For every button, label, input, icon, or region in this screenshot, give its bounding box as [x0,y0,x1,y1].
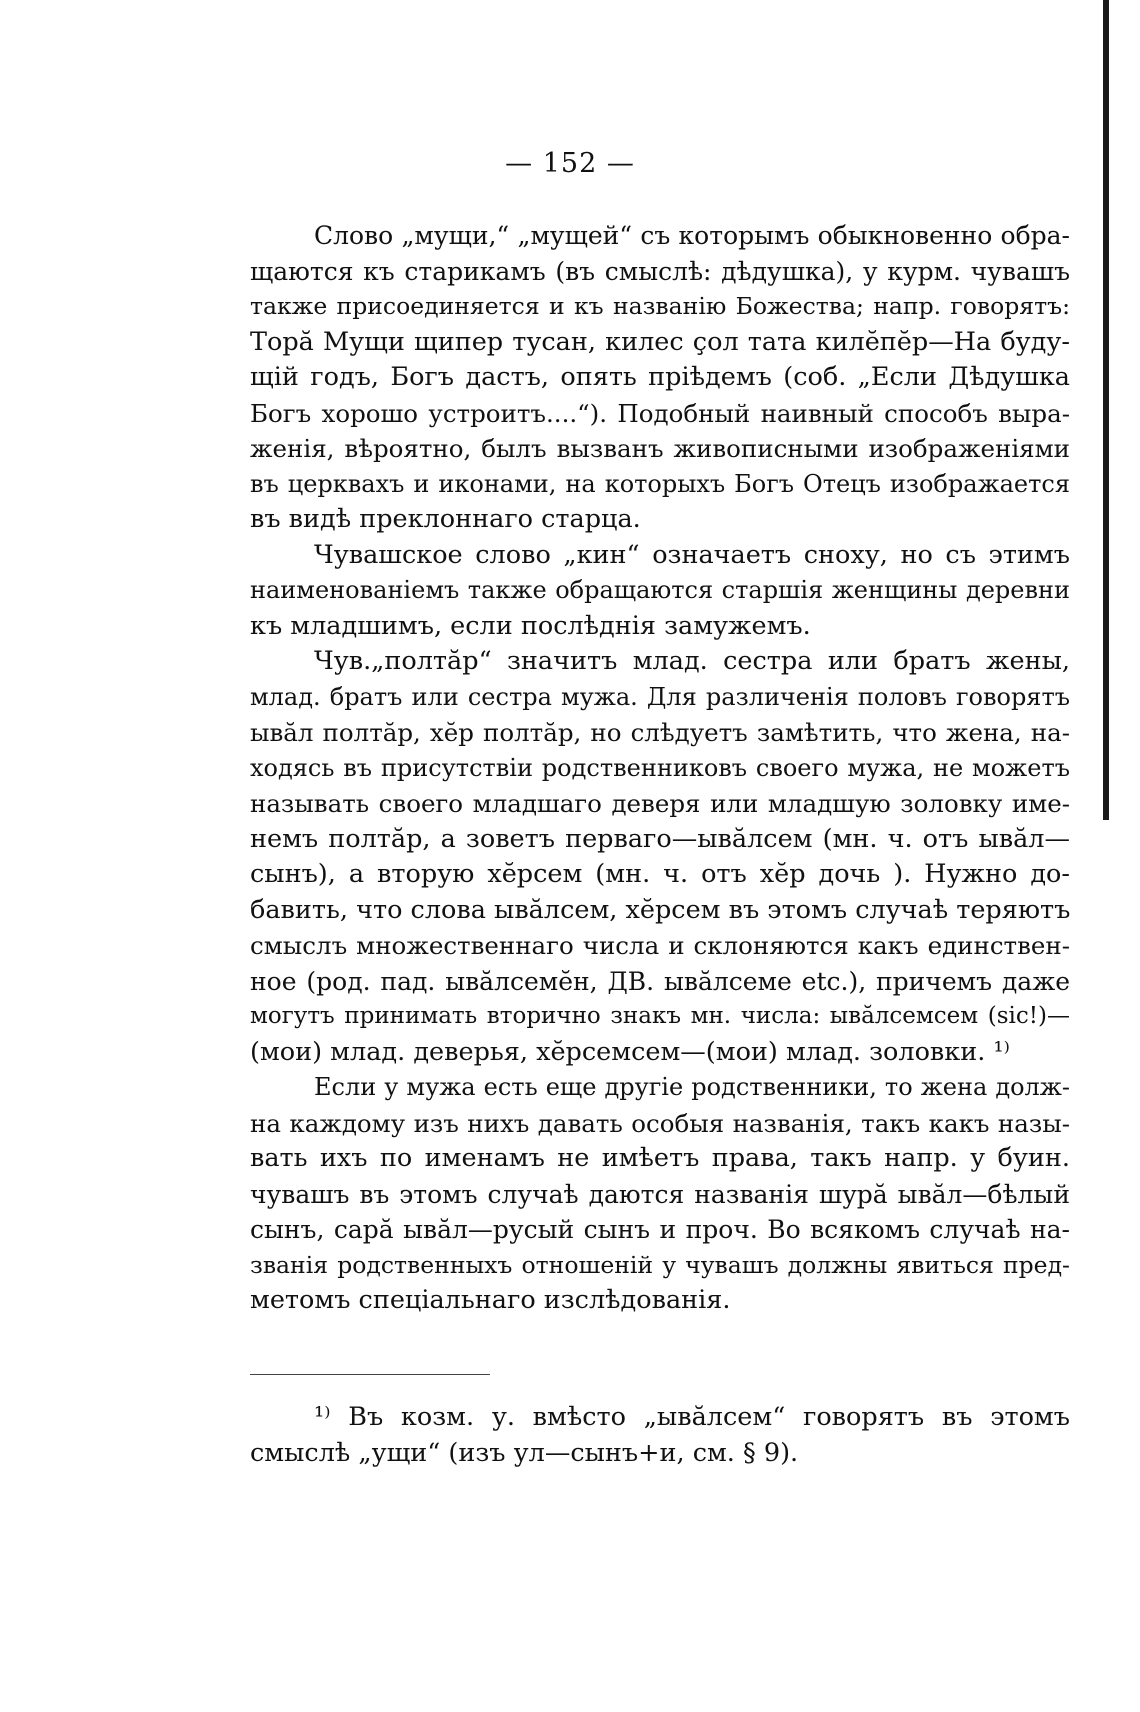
text-line: (мои) млад. деверья, хĕрсемсем—(мои) млад. золовки. ¹⁾ [250,1036,1010,1067]
text-line: вать ихъ по именамъ не имѣетъ права, такъ напр. у буин. [250,1143,1070,1173]
text-line: въ церквахъ и иконами, на которыхъ Богъ Отецъ изображается [250,469,1070,498]
text-line: щаются къ старикамъ (въ смыслѣ: дѣдушка), у курм. чувашъ [250,256,1070,286]
text-line: ывăл полтăр, хĕр полтăр, но слѣдуетъ замѣтить, что жена, на- [250,718,1070,747]
text-line: къ младшимъ, если послѣднія замужемъ. [250,610,811,641]
text-line: Торă Мущи щипер тусан, килес çол тата килĕпĕр—На буду- [250,326,1070,357]
text-line: ное (род. пад. ывăлсемĕн, ДВ. ывăлсеме etc.), причемъ даже [250,966,1070,996]
text-line: сынъ), а вторую хĕрсем (мн. ч. отъ хĕр дочь ). Нужно до- [250,859,1070,889]
text-line: также присоединяется и къ названію Божества; напр. говорятъ: [250,292,1070,320]
footnote [250,1400,1070,1471]
text-line: сынъ, сарă ывăл—русый сынъ и проч. Во всякомъ случаѣ на- [250,1215,1070,1244]
text-line: наименованіемъ также обращаются старшія женщины деревни [250,576,1070,604]
text-line: званія родственныхъ отношеній у чувашъ должны явиться пред- [250,1250,1070,1279]
text-line: женія, вѣроятно, былъ вызванъ живописными изображеніями [250,434,1070,463]
text-line: Чув.„полтăр“ значитъ млад. сестра или братъ жены, [314,646,1070,676]
footnote-line: ¹⁾ Въ козм. у. вмѣсто „ывăлсем“ говорятъ въ этомъ [314,1402,1070,1432]
text-line: могутъ принимать вторично знакъ мн. числа: ывăлсемсем (sic!)— [250,1003,1070,1029]
text-line: млад. братъ или сестра мужа. Для различенія половъ говорятъ [250,682,1070,711]
text-line: чувашъ въ этомъ случаѣ даются названія шурă ывăл—бѣлый [250,1179,1070,1209]
footnote-line: смыслѣ „ущи“ (изъ ул—сынъ+и, см. § 9). [250,1437,799,1468]
text-line: Слово „мущи,“ „мущей“ съ которымъ обыкновенно обра- [314,221,1070,250]
text-line: называть своего младшаго деверя или младшую золовку име- [250,789,1070,818]
text-line: Чувашское слово „кин“ означаетъ сноху, но съ этимъ [314,539,1070,570]
text-line: щій годъ, Богъ дастъ, опять пріѣдемъ (соб. „Если Дѣдушка [250,362,1070,392]
text-line: на каждому изъ нихъ давать особыя названія, такъ какъ назы- [250,1108,1070,1138]
body-text [250,218,1070,1319]
text-line: метомъ спеціальнаго изслѣдованія. [250,1285,731,1315]
text-line: бавить, что слова ывăлсем, хĕрсем въ этомъ случаѣ теряютъ [250,894,1071,925]
page-edge-rule [1103,0,1109,820]
footnote-divider [250,1374,490,1375]
page-number: — 152 — [505,148,635,179]
text-line: Богъ хорошо устроитъ....“). Подобный наивный способъ выра- [250,398,1070,428]
text-line: смыслъ множественнаго числа и склоняются какъ единствен- [250,931,1070,960]
text-line: въ видѣ преклоннаго старца. [250,504,641,534]
text-line: немъ полтăр, а зоветъ перваго—ывăлсем (мн. ч. отъ ывăл— [250,823,1070,854]
text-line: ходясь въ присутствіи родственниковъ своего мужа, не можетъ [250,753,1070,782]
text-line: Если у мужа есть еще другіе родственники, то жена долж- [314,1073,1070,1101]
